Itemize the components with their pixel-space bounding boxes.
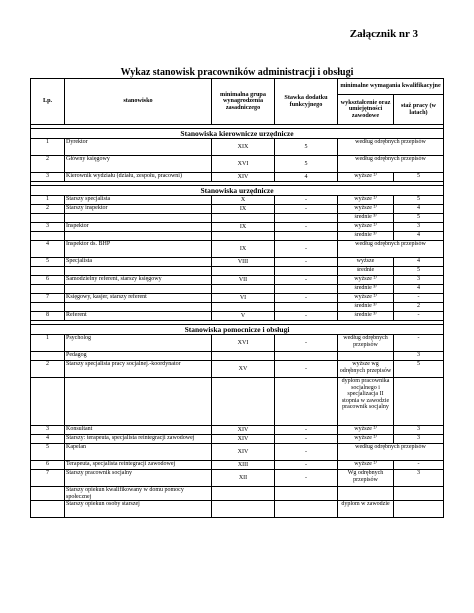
seniority-years: 3 <box>394 352 444 361</box>
min-grade <box>212 214 275 223</box>
education-requirement: wyższe ²⁾ <box>338 435 394 444</box>
min-grade: XIV <box>212 426 275 435</box>
row-number <box>31 487 65 501</box>
table-row <box>31 470 444 487</box>
table-row <box>31 205 444 214</box>
education-requirement: średnie ³⁾ <box>338 214 394 223</box>
row-number <box>31 267 65 276</box>
table-row <box>31 276 444 285</box>
education-requirement: wyższe ²⁾ <box>338 294 394 303</box>
annex-number: Załącznik nr 3 <box>349 28 418 40</box>
position-name: Specjalista <box>65 258 212 267</box>
table-row <box>31 173 444 182</box>
education-requirement: średnie ³⁾ <box>338 285 394 294</box>
education-requirement: wyższe ²⁾ <box>338 426 394 435</box>
row-number: 3 <box>31 173 65 182</box>
position-name <box>65 267 212 276</box>
section-header-row <box>31 325 444 335</box>
min-grade: XVI <box>212 156 275 173</box>
position-name: Dyrektor <box>65 139 212 156</box>
seniority-years: 3 <box>394 223 444 232</box>
seniority-years <box>394 487 444 501</box>
row-number: 2 <box>31 156 65 173</box>
position-name: Starszy: terapeuta, specjalista reintegracji zawodowej <box>65 435 212 444</box>
min-grade: XIV <box>212 444 275 461</box>
min-grade: XIV <box>212 435 275 444</box>
position-name <box>65 214 212 223</box>
allowance-rate <box>275 487 338 501</box>
seniority-years: 5 <box>394 173 444 182</box>
table-row <box>31 267 444 276</box>
position-name: Psycholog <box>65 335 212 352</box>
min-grade <box>212 487 275 501</box>
allowance-rate: 5 <box>275 156 338 173</box>
table-body <box>31 125 444 518</box>
position-name: Starszy opiekun kwalifikowany w domu pomocy społecznej <box>65 487 212 501</box>
row-number: 6 <box>31 461 65 470</box>
education-requirement: dyplom pracownika socjalnego i specjalizacja II stopnia w zawodzie pracownik socjalny <box>338 378 394 426</box>
position-name: Inspektor ds. BHP <box>65 241 212 258</box>
allowance-rate: - <box>275 276 338 285</box>
allowance-rate: - <box>275 258 338 267</box>
col-allowance-rate: Stawka dodatku funkcyjnego <box>275 79 338 125</box>
education-requirement: średnie <box>338 267 394 276</box>
col-education: wykształcenie oraz umiejętności zawodowe <box>338 95 394 125</box>
education-requirement: wyższe ²⁾ <box>338 205 394 214</box>
table-row <box>31 501 444 518</box>
row-number: 7 <box>31 294 65 303</box>
allowance-rate: - <box>275 444 338 461</box>
seniority-years: 4 <box>394 205 444 214</box>
row-number: 2 <box>31 205 65 214</box>
position-name: Starszy pracownik socjalny <box>65 470 212 487</box>
allowance-rate <box>275 352 338 361</box>
education-requirement: średnie ³⁾ <box>338 232 394 241</box>
table-row <box>31 214 444 223</box>
table-row <box>31 444 444 461</box>
row-number: 3 <box>31 223 65 232</box>
col-seniority: staż pracy (w latach) <box>394 95 444 125</box>
table-row <box>31 303 444 312</box>
seniority-years: 3 <box>394 426 444 435</box>
position-name: Księgowy, kasjer, starszy referent <box>65 294 212 303</box>
position-name <box>65 378 212 426</box>
education-requirement: według odrębnych przepisów <box>338 241 444 258</box>
allowance-rate <box>275 232 338 241</box>
seniority-years: 3 <box>394 435 444 444</box>
position-name: Kapelan <box>65 444 212 461</box>
seniority-years <box>394 501 444 518</box>
row-number <box>31 232 65 241</box>
section-title: Stanowiska urzędnicze <box>31 186 444 196</box>
table-row <box>31 378 444 426</box>
position-name <box>65 285 212 294</box>
education-requirement: Wg odrębnych przepisów <box>338 470 394 487</box>
position-name <box>65 303 212 312</box>
allowance-rate <box>275 285 338 294</box>
position-name: Referent <box>65 312 212 321</box>
row-number <box>31 214 65 223</box>
row-number <box>31 501 65 518</box>
table-row <box>31 156 444 173</box>
table-row <box>31 487 444 501</box>
seniority-years: - <box>394 312 444 321</box>
min-grade <box>212 232 275 241</box>
col-position: stanowisko <box>65 79 212 125</box>
document-title: Wykaz stanowisk pracowników administracji i obsługi <box>120 67 354 78</box>
min-grade: VI <box>212 294 275 303</box>
min-grade <box>212 352 275 361</box>
seniority-years: 3 <box>394 276 444 285</box>
position-name: Starszy specjalista <box>65 196 212 205</box>
min-grade: IX <box>212 223 275 232</box>
col-min-grade: minimalna grupa wynagrodzenia zasadniczego <box>212 79 275 125</box>
table-row <box>31 335 444 352</box>
table-row <box>31 435 444 444</box>
min-grade <box>212 285 275 294</box>
seniority-years: - <box>394 335 444 352</box>
allowance-rate <box>275 267 338 276</box>
row-number: 5 <box>31 444 65 461</box>
min-grade: V <box>212 312 275 321</box>
section-title: Stanowiska kierownicze urzędnicze <box>31 129 444 139</box>
education-requirement <box>338 487 394 501</box>
table-row <box>31 196 444 205</box>
min-grade: XV <box>212 361 275 378</box>
row-number: 1 <box>31 335 65 352</box>
education-requirement: wyższe ²⁾ <box>338 173 394 182</box>
seniority-years <box>394 378 444 426</box>
position-name: Starszy specjalista pracy socjalnej.-koordynator <box>65 361 212 378</box>
education-requirement: średnie ³⁾ <box>338 312 394 321</box>
table-row <box>31 258 444 267</box>
education-requirement: według odrębnych przepisów <box>338 335 394 352</box>
position-name: Główny księgowy <box>65 156 212 173</box>
education-requirement <box>338 352 394 361</box>
row-number: 7 <box>31 470 65 487</box>
allowance-rate: - <box>275 335 338 352</box>
position-name: Terapeuta, specjalista reintegracji zawodowej <box>65 461 212 470</box>
min-grade: XIII <box>212 461 275 470</box>
col-lp: Lp. <box>31 79 65 125</box>
min-grade: VIII <box>212 258 275 267</box>
min-grade: XIV <box>212 173 275 182</box>
education-requirement: wyższe <box>338 258 394 267</box>
education-requirement: według odrębnych przepisów <box>338 444 444 461</box>
seniority-years: 4 <box>394 232 444 241</box>
education-requirement: wyższe ²⁾ <box>338 223 394 232</box>
education-requirement: wyższe wg odrębnych przepisów <box>338 361 394 378</box>
allowance-rate: - <box>275 435 338 444</box>
seniority-years: - <box>394 294 444 303</box>
allowance-rate: - <box>275 361 338 378</box>
allowance-rate: - <box>275 294 338 303</box>
position-name: Samodzielny referent, starszy księgowy <box>65 276 212 285</box>
position-name: Inspektor <box>65 223 212 232</box>
row-number: 4 <box>31 435 65 444</box>
col-min-requirements: minimalne wymagania kwalifikacyjne <box>338 79 444 95</box>
position-name: Pedagog <box>65 352 212 361</box>
row-number: 5 <box>31 258 65 267</box>
allowance-rate: - <box>275 461 338 470</box>
education-requirement: średnie ³⁾ <box>338 303 394 312</box>
section-header-row <box>31 186 444 196</box>
table-row <box>31 139 444 156</box>
table-row <box>31 361 444 378</box>
position-name: Kierownik wydziału (działu, zespołu, pracowni) <box>65 173 212 182</box>
allowance-rate: - <box>275 426 338 435</box>
seniority-years: 5 <box>394 214 444 223</box>
allowance-rate: - <box>275 241 338 258</box>
table-row <box>31 285 444 294</box>
allowance-rate: - <box>275 196 338 205</box>
table-row <box>31 461 444 470</box>
row-number: 3 <box>31 426 65 435</box>
allowance-rate: 4 <box>275 173 338 182</box>
education-requirement: według odrębnych przepisów <box>338 139 444 156</box>
allowance-rate <box>275 214 338 223</box>
education-requirement: wyższe ²⁾ <box>338 196 394 205</box>
seniority-years: 5 <box>394 196 444 205</box>
table-row <box>31 426 444 435</box>
position-name: Starszy opiekun osoby starszej <box>65 501 212 518</box>
min-grade: XVI <box>212 335 275 352</box>
min-grade <box>212 267 275 276</box>
row-number: 1 <box>31 196 65 205</box>
min-grade: VII <box>212 276 275 285</box>
table-row <box>31 352 444 361</box>
education-requirement: według odrębnych przepisów <box>338 156 444 173</box>
position-name <box>65 232 212 241</box>
row-number: 8 <box>31 312 65 321</box>
table-row <box>31 223 444 232</box>
section-title: Stanowiska pomocnicze i obsługi <box>31 325 444 335</box>
allowance-rate: 5 <box>275 139 338 156</box>
row-number: 2 <box>31 361 65 378</box>
allowance-rate: - <box>275 223 338 232</box>
section-header-row <box>31 129 444 139</box>
row-number: 4 <box>31 241 65 258</box>
table-row <box>31 294 444 303</box>
seniority-years: 3 <box>394 470 444 487</box>
positions-table <box>30 78 444 518</box>
seniority-years: 5 <box>394 267 444 276</box>
min-grade <box>212 378 275 426</box>
row-number: 1 <box>31 139 65 156</box>
row-number: 6 <box>31 276 65 285</box>
education-requirement: dyplom w zawodzie <box>338 501 394 518</box>
min-grade: IX <box>212 205 275 214</box>
allowance-rate <box>275 501 338 518</box>
seniority-years: 5 <box>394 361 444 378</box>
min-grade: XIX <box>212 139 275 156</box>
allowance-rate: - <box>275 312 338 321</box>
row-number <box>31 285 65 294</box>
allowance-rate <box>275 303 338 312</box>
row-number <box>31 303 65 312</box>
row-number <box>31 352 65 361</box>
allowance-rate: - <box>275 470 338 487</box>
education-requirement: wyższe ²⁾ <box>338 276 394 285</box>
education-requirement: wyższe ²⁾ <box>338 461 394 470</box>
seniority-years: 2 <box>394 303 444 312</box>
seniority-years: 4 <box>394 258 444 267</box>
seniority-years: 4 <box>394 285 444 294</box>
table-row <box>31 241 444 258</box>
seniority-years: - <box>394 461 444 470</box>
row-number <box>31 378 65 426</box>
table-row <box>31 232 444 241</box>
position-name: Konsultant <box>65 426 212 435</box>
min-grade <box>212 303 275 312</box>
allowance-rate <box>275 378 338 426</box>
table-row <box>31 312 444 321</box>
min-grade <box>212 501 275 518</box>
position-name: Starszy inspektor <box>65 205 212 214</box>
min-grade: IX <box>212 241 275 258</box>
min-grade: X <box>212 196 275 205</box>
min-grade: XII <box>212 470 275 487</box>
allowance-rate: - <box>275 205 338 214</box>
